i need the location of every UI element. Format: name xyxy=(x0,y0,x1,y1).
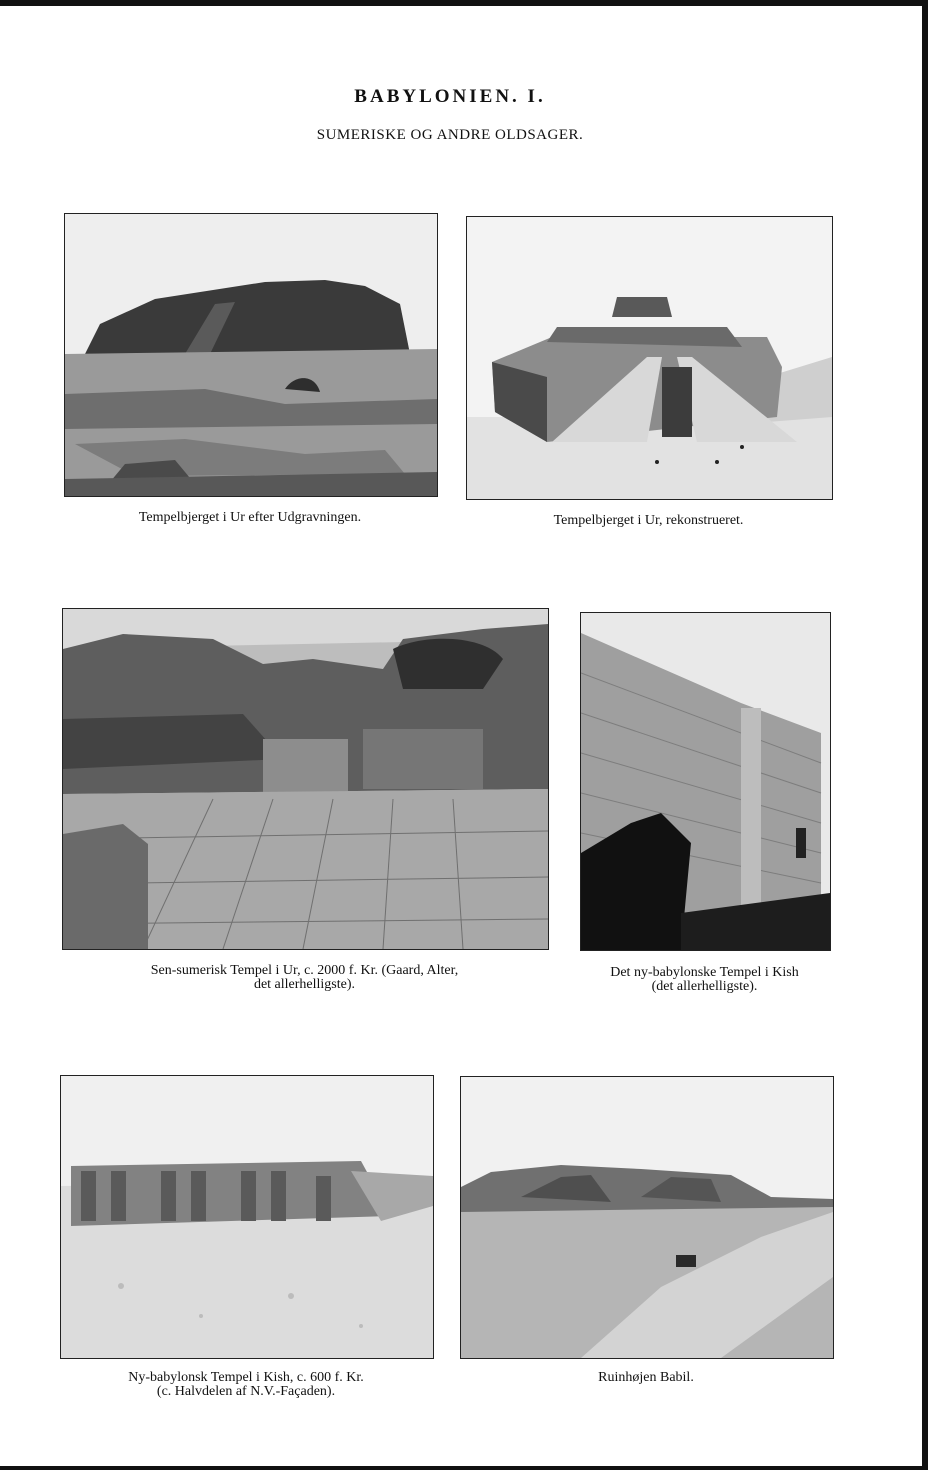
photo-ziggurat-excavated xyxy=(64,213,438,497)
page-border-right xyxy=(922,0,928,1470)
caption-plate-6 xyxy=(460,1371,832,1385)
photo-kish-facade xyxy=(60,1075,434,1359)
caption-plate-1 xyxy=(64,511,436,525)
caption-plate-4 xyxy=(580,966,829,994)
caption-line: Ruinhøjen Babil. xyxy=(598,1370,694,1385)
photo-late-sumerian-temple xyxy=(62,608,549,950)
caption-line: Tempelbjerget i Ur, rekonstrueret. xyxy=(553,513,744,528)
caption-plate-2 xyxy=(466,514,831,528)
caption-line: Sen-sumerisk Tempel i Ur, c. 2000 f. Kr. (Gaard, Alter, xyxy=(150,963,459,978)
page-border-bottom xyxy=(0,1466,928,1470)
caption-plate-5 xyxy=(60,1371,432,1399)
caption-line: det allerhelligste). xyxy=(253,977,356,992)
page-border-top xyxy=(0,0,928,6)
caption-line: Det ny-babylonske Tempel i Kish xyxy=(610,965,799,980)
caption-plate-3 xyxy=(62,964,547,992)
photo-kish-temple-wall xyxy=(580,612,831,951)
caption-line: Ny-babylonsk Tempel i Kish, c. 600 f. Kr. xyxy=(128,1370,364,1385)
caption-line: Tempelbjerget i Ur efter Udgravningen. xyxy=(138,510,362,525)
caption-line: (c. Halvdelen af N.V.-Façaden). xyxy=(156,1384,336,1399)
page-subtitle: SUMERISKE OG ANDRE OLDSAGER. xyxy=(316,127,584,143)
photo-babil-ruin-mound xyxy=(460,1076,834,1359)
page-title: BABYLONIEN. I. xyxy=(354,86,546,107)
caption-line: (det allerhelligste). xyxy=(651,979,758,994)
photo-ziggurat-reconstructed xyxy=(466,216,833,500)
